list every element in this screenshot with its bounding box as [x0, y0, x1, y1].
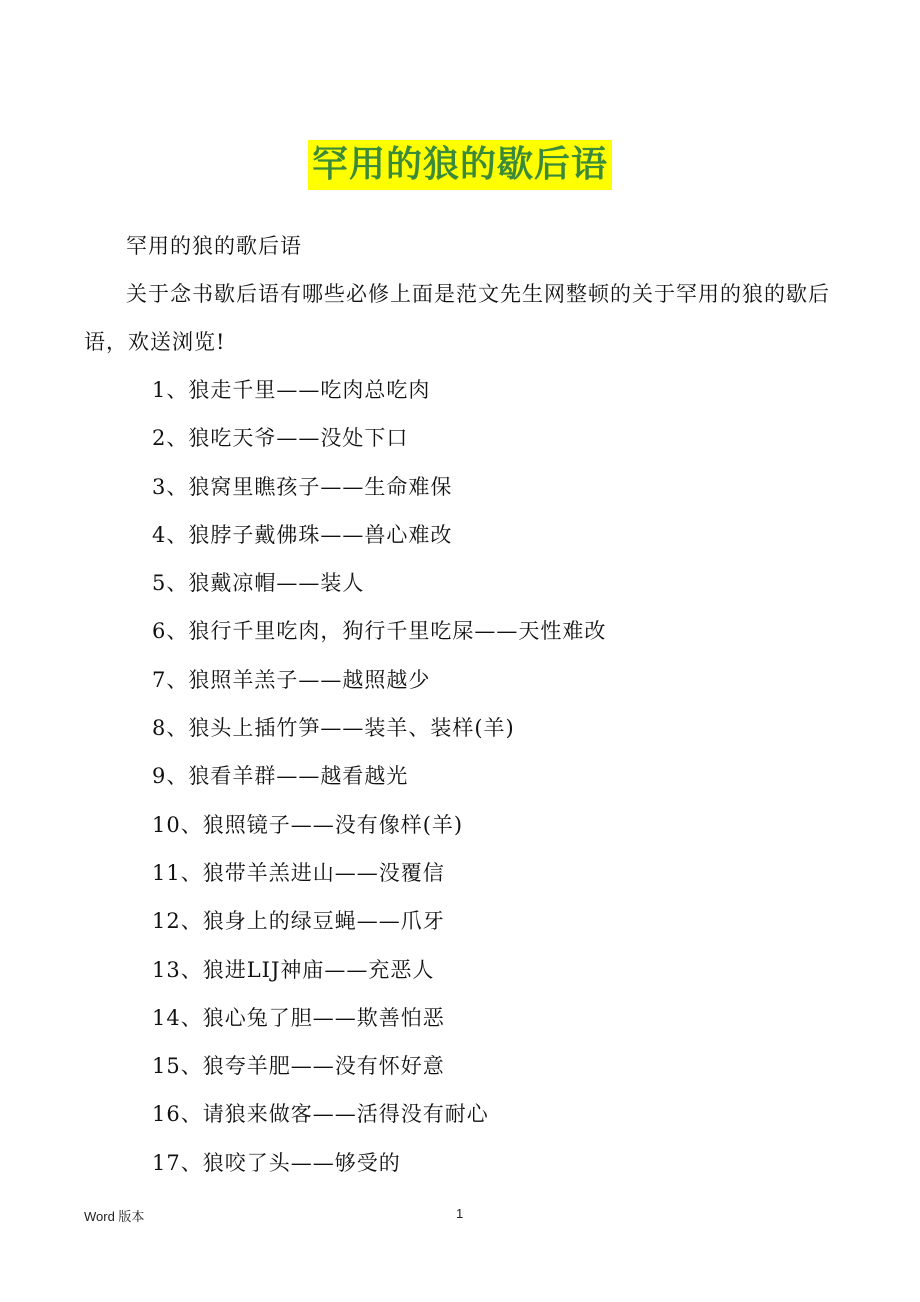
page-title: 罕用的狼的歇后语 [308, 140, 612, 190]
list-item: 2、狼吃天爷——没处下口 [152, 426, 409, 451]
list-item: 4、狼脖子戴佛珠——兽心难改 [152, 522, 453, 547]
list-item: 1、狼走千里——吃肉总吃肉 [152, 378, 431, 402]
list-item: 17、狼咬了头——够受的 [152, 1150, 401, 1175]
list-item: 9、狼看羊群——越看越光 [152, 764, 409, 789]
list-item: 3、狼窝里瞧孩子——生命难保 [152, 474, 453, 499]
title-container [0, 140, 920, 190]
list-item: 16、请狼来做客——活得没有耐心 [152, 1102, 489, 1127]
list-item: 5、狼戴凉帽——装人 [152, 571, 365, 596]
list-item: 6、狼行千里吃肉，狗行千里吃屎——天性难改 [152, 619, 607, 644]
footer-page-number: 1 [456, 1206, 464, 1221]
list-item: 14、狼心兔了胆——欺善怕恶 [152, 1005, 445, 1030]
list-item: 8、狼头上插竹笋——装羊、装样(羊) [152, 716, 515, 741]
intro-paragraph: 关于念书歇后语有哪些必修上面是范文先生网整顿的关于罕用的狼的歇后语，欢送浏览! [84, 282, 830, 354]
list-item: 13、狼进LIJ神庙——充恶人 [152, 957, 435, 982]
subtitle-paragraph: 罕用的狼的歌后语 [126, 234, 302, 258]
list-item: 11、狼带羊羔进山——没覆信 [152, 860, 445, 885]
proverb-list [84, 366, 836, 1187]
list-item: 10、狼照镜子——没有像样(羊) [152, 812, 464, 837]
list-item: 7、狼照羊羔子——越照越少 [152, 667, 431, 692]
document-body [84, 222, 836, 1187]
list-item: 15、狼夸羊肥——没有怀好意 [152, 1054, 445, 1079]
list-item: 12、狼身上的绿豆蝇——爪牙 [152, 909, 445, 934]
footer-version-label: Word 版本 [84, 1209, 145, 1224]
